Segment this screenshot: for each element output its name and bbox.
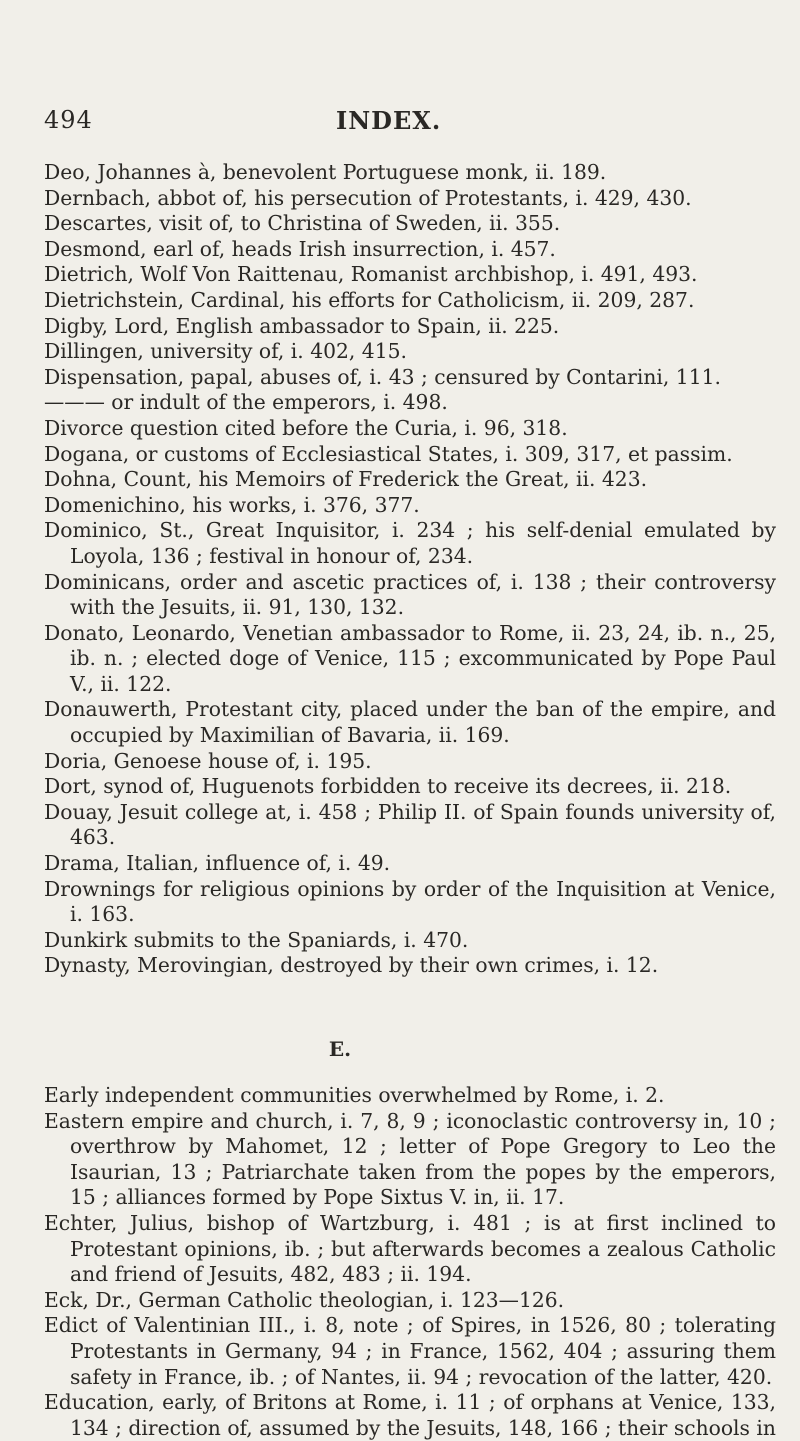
- index-entry: Desmond, earl of, heads Irish insurrection, i. 457.: [44, 236, 556, 261]
- index-entry: Deo, Johannes à, benevolent Portuguese monk, ii. 189.: [44, 160, 607, 184]
- index-entry: Education, early, of Britons at Rome, i. 11 ; of orphans at Venice, 133, 134 ; direction of, assumed by the Jesuits, 148, 166 ; their schools in: [44, 1390, 776, 1440]
- page-header: [44, 106, 774, 136]
- page-number: 494: [44, 106, 93, 134]
- index-entry: Dietrichstein, Cardinal, his efforts for Catholicism, ii. 209, 287.: [44, 287, 695, 312]
- index-entry: Dispensation, papal, abuses of, i. 43 ; censured by Contarini, 111.: [44, 364, 721, 389]
- index-entry: Dogana, or customs of Ecclesiastical States, i. 309, 317, et passim.: [44, 441, 733, 466]
- index-entry: Dietrich, Wolf Von Raittenau, Romanist archbishop, i. 491, 493.: [44, 262, 698, 287]
- index-entry: Echter, Julius, bishop of Wartzburg, i. 481 ; is at first inclined to Protestant opinions, ib. ; but afterwards becomes a zealous Catholic and friend of Jesuits, 482, 483 ; ii. 194.: [44, 1210, 776, 1287]
- index-entry: Eck, Dr., German Catholic theologian, i. 123—126.: [44, 1287, 565, 1312]
- index-entry: Dillingen, university of, i. 402, 415.: [44, 339, 407, 364]
- running-head: INDEX.: [336, 106, 442, 135]
- index-entry: Dynasty, Merovingian, destroyed by their own crimes, i. 12.: [44, 953, 659, 978]
- index-entry: Douay, Jesuit college at, i. 458 ; Philip II. of Spain founds university of, 463.: [44, 799, 776, 850]
- index-entry: Early independent communities overwhelmed by Rome, i. 2.: [44, 1083, 665, 1107]
- index-entry: Donauwerth, Protestant city, placed under the ban of the empire, and occupied by Maximilian of Bavaria, ii. 169.: [44, 697, 776, 748]
- index-entry: Dominico, St., Great Inquisitor, i. 234 ; his self-denial emulated by Loyola, 136 ; festival in honour of, 234.: [44, 518, 776, 568]
- index-entry: Dort, synod of, Huguenots forbidden to receive its decrees, ii. 218.: [44, 774, 732, 799]
- section-letter: E.: [328, 1037, 352, 1061]
- index-entry: Drownings for religious opinions by order of the Inquisition at Venice, i. 163.: [44, 876, 776, 927]
- index-entry: Eastern empire and church, i. 7, 8, 9 ; iconoclastic controversy in, 10 ; overthrow by Mahomet, 12 ; letter of Pope Gregory to Leo the Isaurian, 13 ; Patriarchate taken from the popes by the emperors, 15 ; alliances formed by Pope Sixtus V. in, ii. 17.: [44, 1108, 776, 1210]
- index-entry: Edict of Valentinian III., i. 8, note ; of Spires, in 1526, 80 ; tolerating Protestants in Germany, 94 ; in France, 1562, 404 ; assuring them safety in France, ib. ; of Nantes, ii. 94 ; revocation of the latter, 420.: [44, 1313, 776, 1389]
- index-entry: Dunkirk submits to the Spaniards, i. 470.: [44, 927, 469, 952]
- index-entry: Dominicans, order and ascetic practices of, i. 138 ; their controversy with the Jesuits, ii. 91, 130, 132.: [44, 569, 776, 620]
- index-entry: Descartes, visit of, to Christina of Sweden, ii. 355.: [44, 211, 561, 236]
- index-entry: Divorce question cited before the Curia, i. 96, 318.: [44, 415, 568, 440]
- index-entry: Domenichino, his works, i. 376, 377.: [44, 492, 420, 517]
- index-entry: Dernbach, abbot of, his persecution of Protestants, i. 429, 430.: [44, 185, 692, 210]
- index-entry: Doria, Genoese house of, i. 195.: [44, 748, 372, 773]
- index-entries: [44, 160, 776, 1441]
- index-entry: Digby, Lord, English ambassador to Spain, ii. 225.: [44, 313, 560, 338]
- index-entry: Donato, Leonardo, Venetian ambassador to Rome, ii. 23, 24, ib. n., 25, ib. n. ; elected doge of Venice, 115 ; excommunicated by Pope Paul V., ii. 122.: [44, 620, 776, 696]
- index-entry: Drama, Italian, influence of, i. 49.: [44, 851, 391, 876]
- index-subentry: ——— or indult of the emperors, i. 498.: [44, 390, 448, 415]
- index-entry: Dohna, Count, his Memoirs of Frederick the Great, ii. 423.: [44, 467, 648, 492]
